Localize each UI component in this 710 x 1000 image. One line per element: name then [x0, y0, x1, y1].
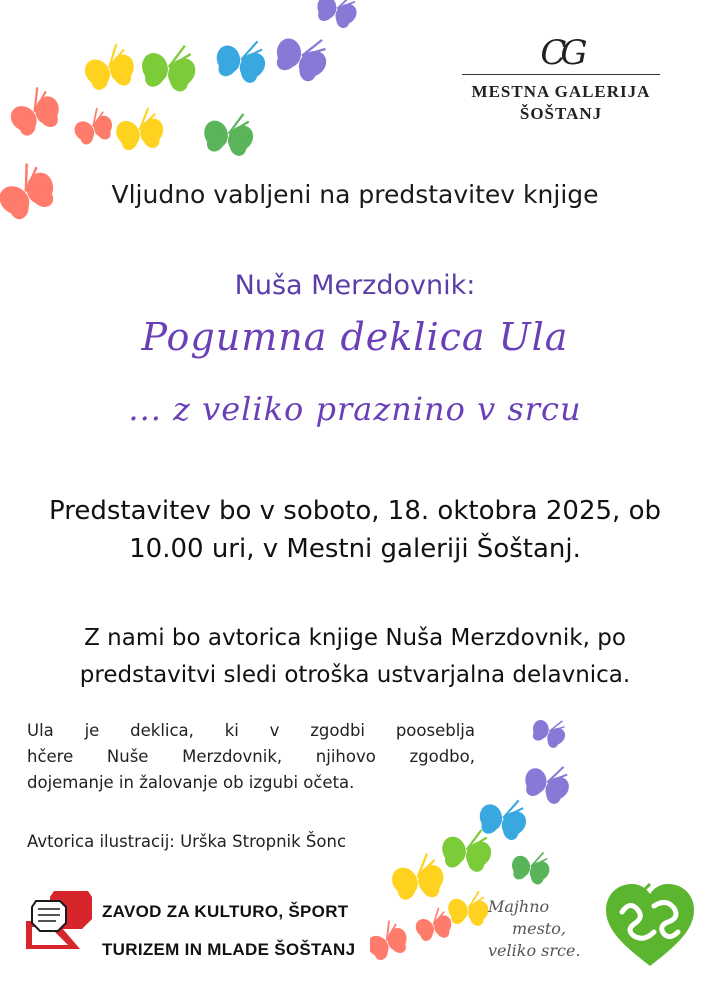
description-line-1: Ula je deklica, ki v zgodbi pooseblja — [27, 721, 475, 740]
book-author: Nuša Merzdovnik: — [234, 270, 476, 301]
butterfly-icon — [525, 709, 573, 753]
organizer-name — [102, 893, 355, 969]
event-line-1: Predstavitev bo v soboto, 18. oktobra 2025, ob — [49, 496, 661, 526]
organizer-line-1: ZAVOD ZA KULTURO, ŠPORT — [102, 902, 349, 921]
slogan-line-1: Majhno — [488, 897, 550, 916]
description-line-2: hčere Nuše Merzdovnik, njihovo zgodbo, — [27, 747, 475, 766]
butterfly-icon — [67, 105, 118, 150]
butterfly-icon — [471, 791, 535, 846]
book-title: Pogumna deklica Ula — [141, 315, 569, 359]
town-heart-logo-icon — [604, 882, 696, 968]
program-line-2: predstavitvi sledi otroška ustvarjalna delavnica. — [79, 662, 631, 688]
butterfly-icon — [505, 845, 556, 890]
description-line-3: dojemanje in žalovanje ob izgubi očeta. — [27, 773, 355, 792]
gallery-monogram: CG — [540, 33, 582, 73]
slogan-line-3: veliko srce. — [488, 941, 581, 960]
illustrations-credit: Avtorica ilustracij: Urška Stropnik Šonc — [27, 832, 347, 851]
butterfly-icon — [309, 0, 365, 34]
book-subtitle: ... z veliko praznino v srcu — [128, 390, 582, 428]
butterfly-icon — [111, 107, 169, 154]
town-slogan — [488, 896, 608, 962]
organizer-logo-icon — [26, 883, 98, 953]
butterfly-icon — [197, 107, 261, 161]
butterfly-icon — [0, 81, 69, 142]
butterfly-icon — [265, 22, 339, 89]
gallery-name-line1: MESTNA GALERIJA — [471, 82, 651, 101]
butterfly-icon — [370, 916, 415, 966]
program-line-1: Z nami bo avtorica knjige Nuša Merzdovnik, po — [84, 625, 626, 651]
event-details — [0, 492, 710, 568]
invitation-text: Vljudno vabljeni na predstavitev knjige — [111, 180, 599, 209]
organizer-line-2: TURIZEM IN MLADE ŠOŠTANJ — [102, 940, 356, 959]
event-line-2: 10.00 uri, v Mestni galeriji Šoštanj. — [129, 534, 581, 564]
gallery-name-line2: ŠOŠTANJ — [519, 104, 603, 123]
program-details — [0, 620, 710, 694]
gallery-logo — [462, 33, 660, 125]
butterfly-icon — [77, 41, 141, 95]
logo-divider — [462, 74, 660, 75]
butterfly-icon — [134, 38, 204, 96]
slogan-line-2: mesto, — [512, 919, 566, 938]
butterfly-icon — [516, 755, 579, 811]
butterfly-icon — [208, 31, 275, 89]
butterfly-icon — [386, 852, 450, 903]
